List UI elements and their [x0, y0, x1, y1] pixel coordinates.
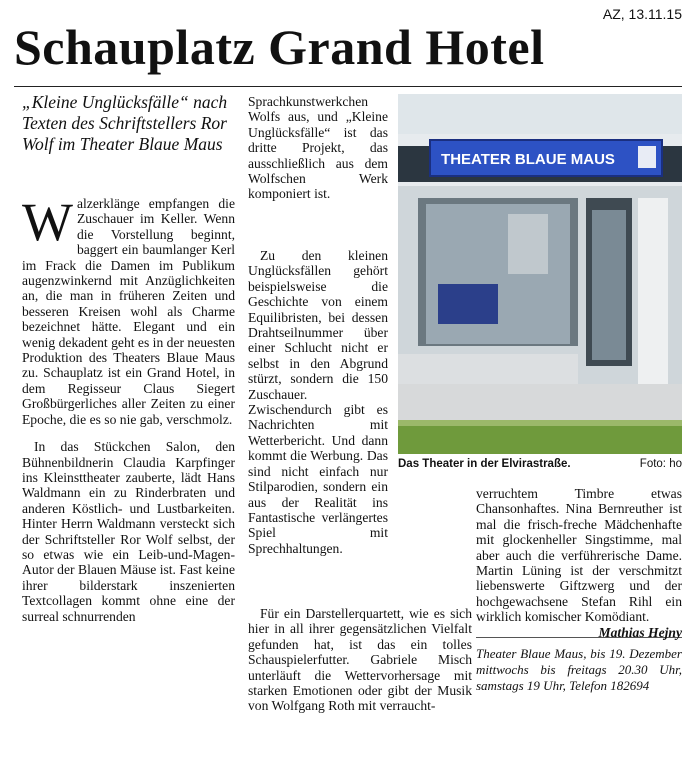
caption-text: Das Theater in der Elvirastraße.: [398, 458, 571, 470]
event-info: Theater Blaue Maus, bis 19. Dezember mittwochs bis freitags 20.30 Uhr, samstags 19 Uhr, Telefon 182694: [476, 645, 682, 693]
source-date: AZ, 13.11.15: [602, 6, 682, 22]
headline: Schauplatz Grand Hotel: [14, 19, 545, 75]
article-column-2c: [248, 606, 472, 726]
photo-credit: Foto: ho: [639, 458, 682, 470]
article-column-2: [248, 94, 388, 214]
paragraph: In das Stückchen Salon, den Bühnenbildnerin Claudia Karpfinger ins Kleinsttheater zauberte, lädt Hans Waldmann ein zu Rinderbraten und anderen Köstlich- und Lustbarkeiten. Hinter Herrn Waldmann versteckt sich der Schriftsteller Ror Wolf selbst, der so etwas wie ein Leib-und-Magen-Autor der Blauen Mäuse ist. Fast keine ihrer bilderstark inszenierten Textcollagen kommt ohne eine der surreal schnurrenden: [22, 439, 235, 624]
paragraph-text: verruchtem Timbre etwas Chansonhaftes. Nina Bernreuther ist mal die frisch-freche Mädchenhafte mit glockenheller Singstimme, mal aber auch die verführerische Dame. Martin Lüning ist der verschmitzt liebenswerte Giftzwerg und der hochgewachsene Stefan Rihl ein wirklich komischer Komödiant.: [476, 486, 682, 625]
paragraph: [476, 486, 682, 640]
paragraph: Für ein Darstellerquartett, wie es sich hier in all ihrer gegensätzlichen Vielfalt gefunden hat, ist das ein tolles Schauspielerfutter. Gabriele Misch unterläuft die Wettervorhersage mit starken Emotionen oder gibt der Musik von Wolfgang Roth mit verraucht-: [248, 606, 472, 714]
paragraph: Sprachkunstwerkchen Wolfs aus, und „Kleine Unglücksfälle“ ist das dritte Projekt, das ausschließlich aus dem Wolfschen Werk komponiert ist.: [248, 94, 388, 202]
paragraph: Zu den kleinen Unglücksfällen gehört beispielsweise die Geschichte von einem Equilibristen, bei dessen Drahtseilnummer über einer Schlucht nicht er selbst in den Abgrund stürzt, sondern die 150 Zuschauer. Zwischendurch gibt es Nachrichten mit Wetterbericht. Und dann kommt die Werbung. Das sind nicht einfach nur Stilparodien, sondern ein aus der Realität ins Fantastische verlängertes Spiel mit Sprechhaltungen.: [248, 248, 388, 556]
theater-sign: THEATER BLAUE MAUS: [441, 151, 615, 168]
drop-cap: W: [22, 192, 73, 252]
article-column-2b: [248, 248, 388, 568]
kicker: „Kleine Unglücksfälle“ nach Texten des Schriftstellers Ror Wolf im Theater Blaue Maus: [22, 92, 228, 154]
paragraph: [22, 192, 235, 427]
author-byline: Mathias Hejny: [598, 624, 682, 640]
paragraph-text: alzerklänge empfangen die Zuschauer im Keller. Wenn die Vorstellung beginnt, baggert ein baumlanger Kerl im Frack die Damen im Publikum augenzwinkernd mit Anzüglichkeiten an, die man in früheren Zeiten und besseren Kreisen wohl als Charme bezeichnet hätte. Elegant und ein wenig dekadent geht es in der neuesten Produktion des Theaters Blaue Maus zu. Schauplatz ist ein Grand Hotel, in dem Regisseur Claus Siegert Großbürgerliches aller Zeiten zu einer Epoche, die es so nie gab, verschmolz.: [22, 196, 235, 427]
theater-photo: [398, 94, 682, 454]
headline-rule: [14, 86, 682, 87]
theater-facade-illustration: [398, 94, 682, 454]
photo-caption: [398, 458, 682, 470]
article-column-3: [476, 486, 682, 706]
article-column-1: [22, 192, 235, 636]
